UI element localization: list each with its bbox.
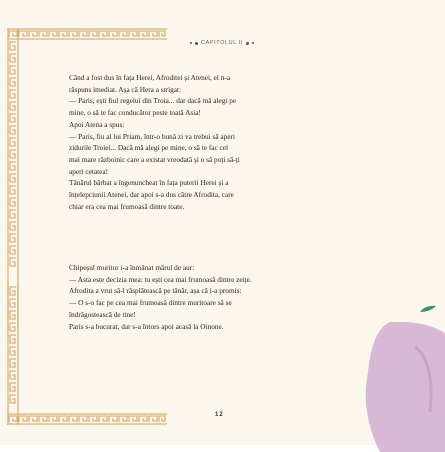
text-line: înțelepciunii Atenei, dar apoi s-a dus către Afrodita, care bbox=[69, 190, 234, 200]
decorative-dot bbox=[195, 42, 198, 45]
text-line: Apoi Atena a spus: bbox=[69, 119, 125, 129]
text-line: mine, o să te fac conducător peste toată Asia! bbox=[69, 108, 201, 118]
text-line: aperi cetatea! bbox=[69, 166, 109, 176]
page-number bbox=[215, 412, 224, 418]
text-line: îndrăgostească de tine! bbox=[69, 309, 136, 319]
decorative-dot bbox=[252, 42, 254, 44]
text-line: Afrodita a vrut să-l răsplătească pe tânăr, așa că i-a promis: bbox=[69, 286, 242, 296]
text-line: chiar era cea mai frumoasă dintre toate. bbox=[69, 201, 185, 211]
leaf-illustration bbox=[419, 305, 437, 313]
text-line: zidurile Troiei... Dacă mă alegi pe mine, o să te fac cel bbox=[69, 143, 229, 153]
decorative-dot bbox=[246, 42, 249, 45]
text-line: răspuns imediat. Așa că Hera a strigat: bbox=[69, 84, 182, 94]
chapter-label: CAPITOLUL II bbox=[201, 40, 244, 46]
text-line: — O s-o fac pe cea mai frumoasă dintre muritoare să se bbox=[69, 298, 232, 308]
text-line: Tânărul bărbat a îngenuncheat în fața puterii Herei și a bbox=[69, 178, 229, 188]
pink-illustration bbox=[360, 322, 445, 452]
text-line: Când a fost dus în fața Herei, Afroditei și Atenei, el n-a bbox=[69, 73, 231, 82]
greek-key-border-top bbox=[7, 28, 167, 40]
greek-key-border-left-bottom bbox=[7, 283, 19, 425]
chapter-header bbox=[190, 40, 254, 46]
text-line: Paris s-a bucurat, dar s-a întors apoi acasă la Oinone. bbox=[69, 321, 224, 331]
text-line: — Paris, fiu al lui Priam, într-o bună zi va trebui să aperi bbox=[69, 131, 236, 141]
text-line: — Asta este decizia mea: tu ești cea mai frumoasă dintre zeițe. bbox=[69, 274, 252, 284]
text-line: Chipeșul muritor i-a înmânat mărul de aur: bbox=[69, 263, 195, 272]
page-number-text: 12 bbox=[215, 412, 224, 418]
text-line: — Paris, ești fiul regelui din Troia... dar dacă mă alegi pe bbox=[69, 96, 237, 106]
text-line: mai mare războinic care a existat vreodată și o să poți să-ți bbox=[69, 154, 240, 164]
decorative-dot bbox=[190, 42, 192, 44]
story-text-bottom bbox=[69, 262, 369, 332]
story-text-top bbox=[69, 72, 369, 212]
greek-key-border-bottom bbox=[7, 413, 167, 425]
